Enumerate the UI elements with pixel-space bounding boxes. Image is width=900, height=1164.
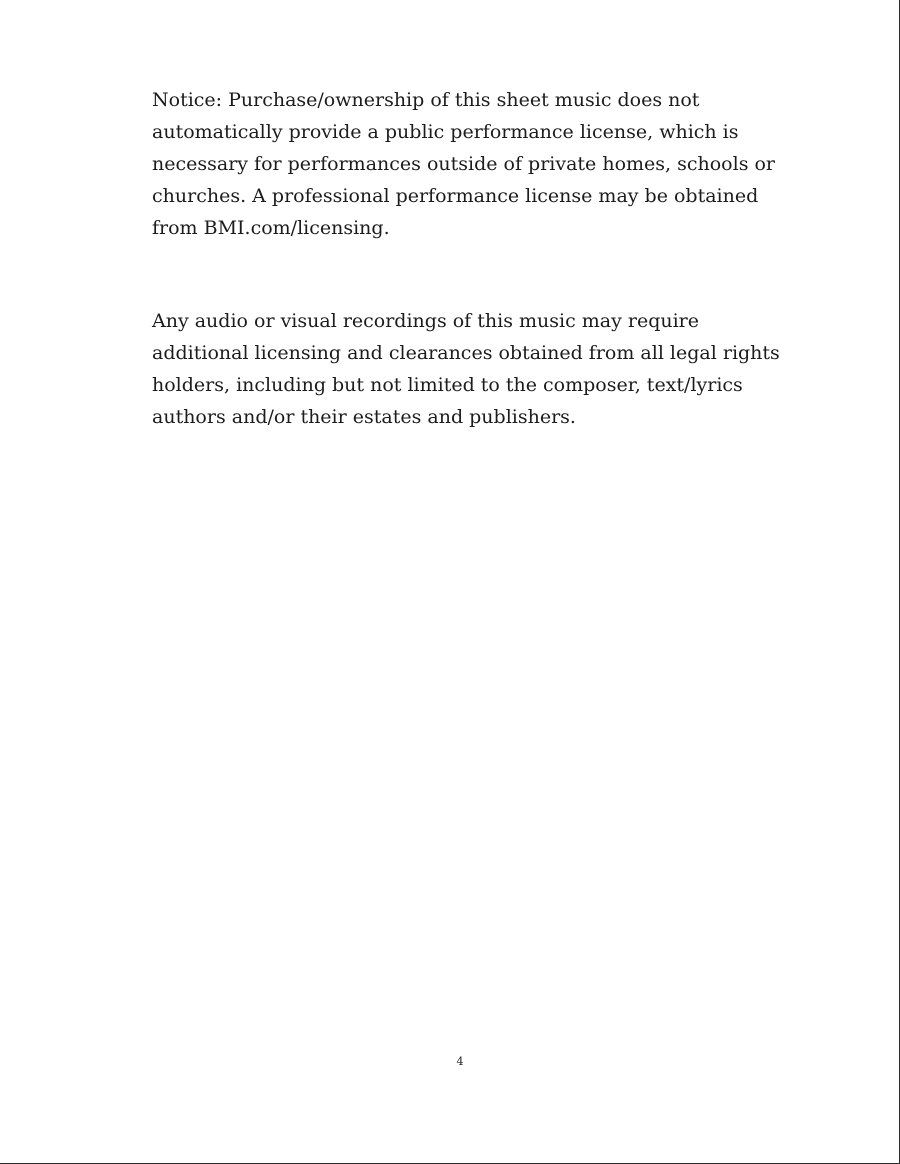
performance-license-notice xyxy=(152,84,776,244)
notice-line-3: necessary for performances outside of private homes, schools or xyxy=(152,153,776,175)
recording-licensing-notice xyxy=(152,305,780,433)
notice-line-4: churches. A professional performance license may be obtained xyxy=(152,185,759,207)
recording-line-2: additional licensing and clearances obtained from all legal rights xyxy=(152,342,780,364)
notice-line-1: Notice: Purchase/ownership of this sheet music does not xyxy=(152,89,700,111)
recording-line-1: Any audio or visual recordings of this music may require xyxy=(152,310,699,332)
recording-line-3: holders, including but not limited to the composer, text/lyrics xyxy=(152,374,743,396)
recording-line-4: authors and/or their estates and publishers. xyxy=(152,406,576,428)
notice-line-2: automatically provide a public performance license, which is xyxy=(152,121,739,143)
notice-line-5: from BMI.com/licensing. xyxy=(152,217,390,239)
page-number: 4 xyxy=(456,1055,464,1068)
